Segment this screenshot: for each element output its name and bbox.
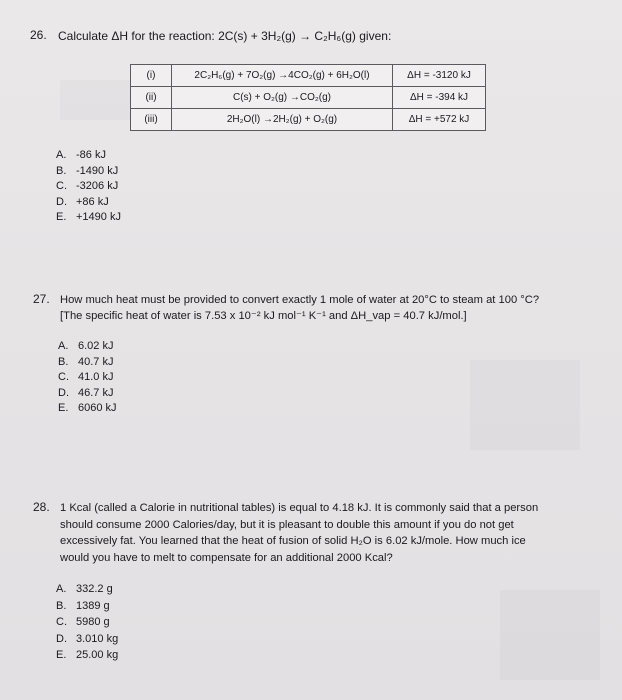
answer-choice[interactable] — [56, 614, 118, 631]
choice-text: +1490 kJ — [76, 211, 121, 223]
choice-letter: A. — [56, 583, 67, 595]
reaction-enthalpy: ΔH = -394 kJ — [393, 87, 486, 109]
answer-choice[interactable] — [58, 339, 117, 355]
reaction-enthalpy: ΔH = +572 kJ — [393, 109, 486, 131]
choice-text: 46.7 kJ — [78, 386, 114, 399]
choice-text: +86 kJ — [76, 195, 109, 208]
choice-text: -86 kJ — [76, 149, 106, 161]
choice-letter: B. — [58, 355, 69, 368]
choice-letter: B. — [56, 599, 67, 612]
question-28-text — [60, 500, 538, 566]
choice-text: 3.010 kg — [76, 632, 119, 645]
choice-text: 332.2 g — [76, 583, 113, 595]
choice-letter: A. — [56, 149, 67, 161]
choice-letter: D. — [56, 632, 67, 645]
answer-choice[interactable] — [58, 355, 117, 371]
question-28-line: 1 Kcal (called a Calorie in nutritional tables) is equal to 4.18 kJ. It is commonly said that a person — [60, 502, 539, 514]
question-27-number: 27. — [33, 292, 50, 306]
reaction-row — [131, 65, 486, 87]
answer-choice[interactable] — [56, 647, 118, 664]
choice-letter: E. — [56, 211, 67, 223]
answer-choice[interactable] — [56, 581, 118, 598]
bleed-through-mark — [60, 80, 130, 120]
answer-choice[interactable] — [56, 210, 121, 226]
choice-letter: D. — [58, 386, 69, 399]
question-28-line: excessively fat. You learned that the heat of fusion of solid H₂O is 6.02 kJ/mole. How much ice — [60, 535, 526, 547]
reaction-label: (i) — [131, 65, 172, 87]
question-26-prompt: Calculate ΔH for the reaction: 2C(s) + 3H₂(g) → C₂H₆(g) given: — [58, 29, 392, 43]
choice-text: -1490 kJ — [76, 164, 119, 177]
choice-text: -3206 kJ — [76, 180, 119, 192]
question-27-line-1: How much heat must be provided to convert exactly 1 mole of water at 20°C to steam at 100 °C? — [60, 294, 540, 306]
choice-letter: C. — [56, 180, 67, 192]
choice-letter: E. — [58, 402, 69, 414]
choice-letter: C. — [56, 616, 67, 628]
answer-choice[interactable] — [56, 631, 118, 648]
choice-text: 25.00 kg — [76, 649, 119, 661]
choice-text: 6.02 kJ — [78, 340, 114, 352]
question-26-number: 26. — [30, 28, 47, 42]
choice-text: 40.7 kJ — [78, 355, 114, 368]
choice-text: 1389 g — [76, 599, 110, 612]
question-27-line-2: [The specific heat of water is 7.53 x 10⁻² kJ mol⁻¹ K⁻¹ and ΔH_vap = 40.7 kJ/mol.] — [60, 310, 467, 322]
reaction-row — [131, 109, 486, 131]
answer-choice[interactable] — [56, 148, 121, 164]
choice-letter: E. — [56, 649, 67, 661]
question-28-line: should consume 2000 Calories/day, but it is pleasant to double this amount if you do not get — [60, 518, 514, 531]
bleed-through-mark — [500, 590, 600, 680]
answer-choice[interactable] — [56, 179, 121, 195]
question-28-line: would you have to melt to compensate for an additional 2000 Kcal? — [60, 551, 393, 564]
reaction-equation: C(s) + O₂(g) →CO₂(g) — [172, 87, 393, 109]
question-27-choices — [58, 339, 117, 417]
answer-choice[interactable] — [58, 401, 117, 417]
reaction-equation: 2H₂O(l) →2H₂(g) + O₂(g) — [172, 109, 393, 131]
choice-letter: A. — [58, 340, 69, 352]
reactions-table — [130, 64, 486, 131]
bleed-through-mark — [470, 360, 580, 450]
choice-text: 41.0 kJ — [78, 371, 114, 383]
answer-choice[interactable] — [58, 386, 117, 402]
choice-letter: C. — [58, 371, 69, 383]
question-28-choices — [56, 581, 118, 664]
reaction-enthalpy: ΔH = -3120 kJ — [393, 65, 486, 87]
question-28-number: 28. — [33, 500, 50, 514]
reaction-label: (iii) — [131, 109, 172, 131]
answer-choice[interactable] — [56, 164, 121, 180]
choice-letter: D. — [56, 195, 67, 208]
reaction-label: (ii) — [131, 87, 172, 109]
choice-text: 6060 kJ — [78, 402, 117, 414]
reaction-equation: 2C₂H₆(g) + 7O₂(g) →4CO₂(g) + 6H₂O(l) — [172, 65, 393, 87]
answer-choice[interactable] — [56, 598, 118, 615]
question-26-choices — [56, 148, 121, 226]
answer-choice[interactable] — [56, 195, 121, 211]
choice-text: 5980 g — [76, 616, 110, 628]
reaction-row — [131, 87, 486, 109]
choice-letter: B. — [56, 164, 67, 177]
answer-choice[interactable] — [58, 370, 117, 386]
